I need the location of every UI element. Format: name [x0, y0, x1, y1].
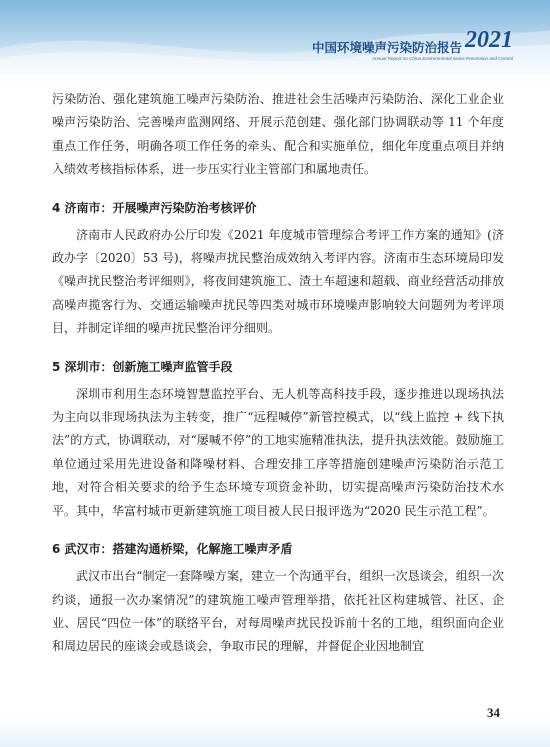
page-number: 34: [487, 705, 500, 720]
section-paragraph-jinan: 济南市人民政府办公厅印发《2021 年度城市管理综合考评工作方案的通知》(济政办字〔2020〕53 号)，将噪声扰民整治成效纳入考评内容。济南市生态环境局印发《噪声扰民整治考评细则》，将夜间建筑施工、渣土车超速和超载、商业经营活动排放高噪声揽客行为、交通运输噪声扰民等四类对城市环境噪声影响较大问题列为考评项目，并制定详细的噪声扰民整治评分细则。: [52, 227, 504, 336]
section-paragraph-wuhan: 武汉市出台“制定一套降噪方案，建立一个沟通平台，组织一次恳谈会，组织一次约谈，通报一次办案情况”的建筑施工噪声管理举措，依托社区构建城管、社区、企业、居民“四位一体”的联络平台，对每周噪声扰民投诉前十名的工地，组织面向企业和周边居民的座谈会或恳谈会，争取市民的理解，并督促企业因地制宜: [52, 569, 504, 654]
report-year: 2021: [465, 27, 513, 53]
intro-paragraph: 污染防治、强化建筑施工噪声污染防治、推进社会生活噪声污染防治、深化工业企业噪声污染防治、完善噪声监测网络、开展示范创建、强化部门协调联动等 11 个年度重点工作任务，明确各项工作任务的牵头、配合和实施单位，细化年度重点项目并纳入绩效考核指标体系，进一步压实行业主管部门和属地责任。: [52, 92, 504, 177]
section-paragraph-shenzhen: 深圳市利用生态环境智慧监控平台、无人机等高科技手段，逐步推进以现场执法为主向以非现场执法为主转变，推广“远程喊停”新管控模式，以“线上监控 + 线下执法”的方式，协调联动，对“屡喊不停”的工地实施精准执法，提升执法效能。鼓励施工单位通过采用先进设备和降噪材料、合理安排工序等措施创建噪声污染防治示范工地，对符合相关要求的给予生态环境专项资金补助，切实提高噪声污染防治技术水平。其中，华富村城市更新建筑施工项目被人民日报评选为“2020 民生示范工程”。: [52, 386, 504, 518]
page-header: [0, 0, 550, 82]
page-content: [52, 88, 504, 659]
report-subtitle: Annual Report on China Environmental Noise Prevention and Control: [372, 56, 513, 61]
section-heading-jinan: 4 济南市：开展噪声污染防治考核评价: [52, 200, 257, 215]
report-title: 中国环境噪声污染防治报告: [311, 40, 462, 55]
section-heading-wuhan: 6 武汉市：搭建沟通桥梁，化解施工噪声矛盾: [52, 542, 293, 557]
footer-band: [0, 717, 550, 747]
section-heading-shenzhen: 5 深圳市：创新施工噪声监管手段: [52, 359, 233, 374]
